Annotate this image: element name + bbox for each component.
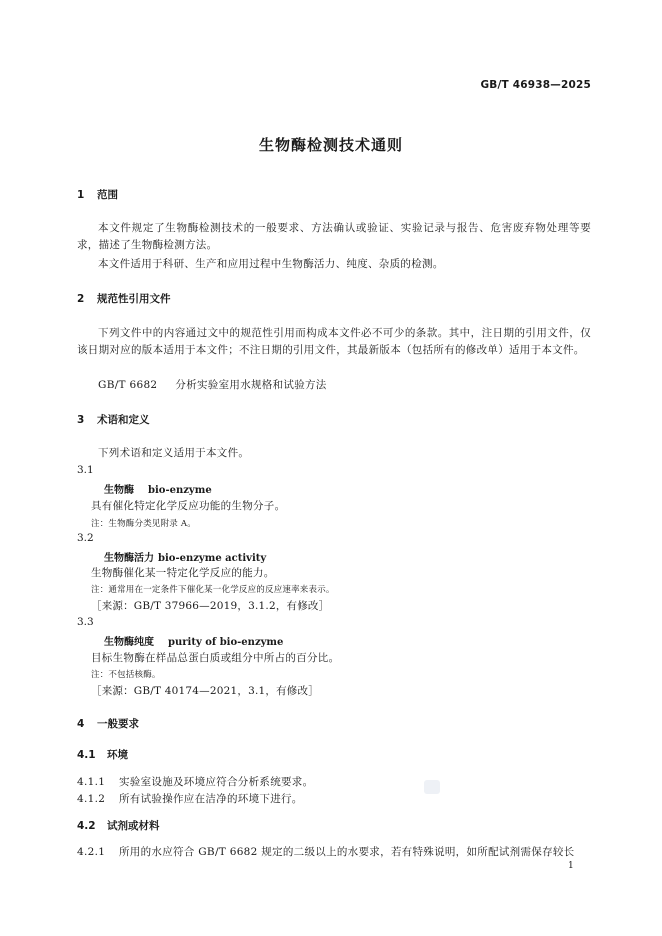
section-title: 规范性引用文件	[97, 293, 171, 305]
section-heading-normative	[77, 291, 171, 306]
standard-number: GB/T 46938—2025	[480, 79, 591, 91]
scope-paragraph-2: 本文件适用于科研、生产和应用过程中生物酶活力、纯度、杂质的检测。	[98, 258, 444, 270]
terms-intro: 下列术语和定义适用于本文件。	[98, 447, 250, 459]
clause-number: 4.1.1	[77, 776, 106, 788]
subsection-number: 4.1	[77, 749, 96, 761]
clause-item	[77, 774, 313, 789]
subsection-heading-reagents	[77, 818, 160, 833]
page-number: 1	[568, 861, 574, 871]
subsection-title: 环境	[107, 749, 128, 761]
term-note: 注：生物酶分类见附录 A。	[91, 519, 196, 529]
section-number: 2	[77, 293, 85, 305]
reference-title: 分析实验室用水规格和试验方法	[175, 379, 327, 391]
term-heading	[104, 633, 283, 648]
section-title: 术语和定义	[97, 414, 150, 426]
term-number: 3.2	[77, 532, 94, 544]
term-number: 3.3	[77, 616, 94, 628]
normative-paragraph: 下列文件中的内容通过文中的规范性引用而构成本文件必不可少的条款。其中，注日期的引用文件，仅该日期对应的版本适用于本文件；不注日期的引用文件，其最新版本（包括所有的修改单）适用于本文件。	[77, 327, 591, 356]
term-zh: 生物酶	[104, 485, 134, 496]
term-source: ［来源：GB/T 40174—2021，3.1，有修改］	[91, 685, 319, 697]
term-zh: 生物酶活力	[104, 553, 154, 564]
term-definition: 具有催化特定化学反应功能的生物分子。	[91, 500, 286, 512]
term-heading	[104, 549, 266, 564]
clause-number: 4.1.2	[77, 793, 106, 805]
term-heading	[104, 481, 212, 496]
reference-code: GB/T 6682	[98, 379, 158, 391]
term-en: bio-enzyme	[148, 485, 212, 496]
term-source: ［来源：GB/T 37966—2019，3.1.2，有修改］	[91, 600, 330, 612]
clause-text: 实验室设施及环境应符合分析系统要求。	[119, 776, 314, 788]
clause-text: 所用的水应符合 GB/T 6682 规定的二级以上的水要求，若有特殊说明，如所配试剂需保存较长	[119, 846, 575, 858]
section-heading-scope	[77, 187, 118, 202]
clause-number: 4.2.1	[77, 846, 106, 858]
section-number: 1	[77, 189, 85, 201]
section-title: 一般要求	[97, 718, 139, 730]
clause-item	[77, 844, 574, 859]
clause-item	[77, 791, 303, 806]
section-heading-general	[77, 716, 139, 731]
scope-paragraph-1: 本文件规定了生物酶检测技术的一般要求、方法确认或验证、实验记录与报告、危害废弃物处理等要求，描述了生物酶检测方法。	[77, 222, 591, 251]
term-note: 注：通常用在一定条件下催化某一化学反应的反应速率来表示。	[91, 585, 335, 595]
section-number: 3	[77, 414, 85, 426]
term-en: bio-enzyme activity	[158, 553, 267, 564]
subsection-number: 4.2	[77, 820, 96, 832]
term-number: 3.1	[77, 464, 94, 476]
term-note: 注：不包括核酶。	[91, 670, 161, 680]
term-en: purity of bio-enzyme	[168, 637, 284, 648]
term-zh: 生物酶纯度	[104, 637, 154, 648]
term-definition: 生物酶催化某一特定化学反应的能力。	[91, 567, 275, 579]
term-definition: 目标生物酶在样品总蛋白质或组分中所占的百分比。	[91, 652, 340, 664]
section-number: 4	[77, 718, 85, 730]
section-heading-terms	[77, 412, 150, 427]
section-title: 范围	[97, 189, 118, 201]
document-title: 生物酶检测技术通则	[258, 136, 403, 154]
subsection-heading-environment	[77, 747, 128, 762]
clause-text: 所有试验操作应在洁净的环境下进行。	[119, 793, 303, 805]
watermark-mark	[424, 780, 440, 794]
normative-reference	[98, 377, 327, 392]
subsection-title: 试剂或材料	[107, 820, 160, 832]
